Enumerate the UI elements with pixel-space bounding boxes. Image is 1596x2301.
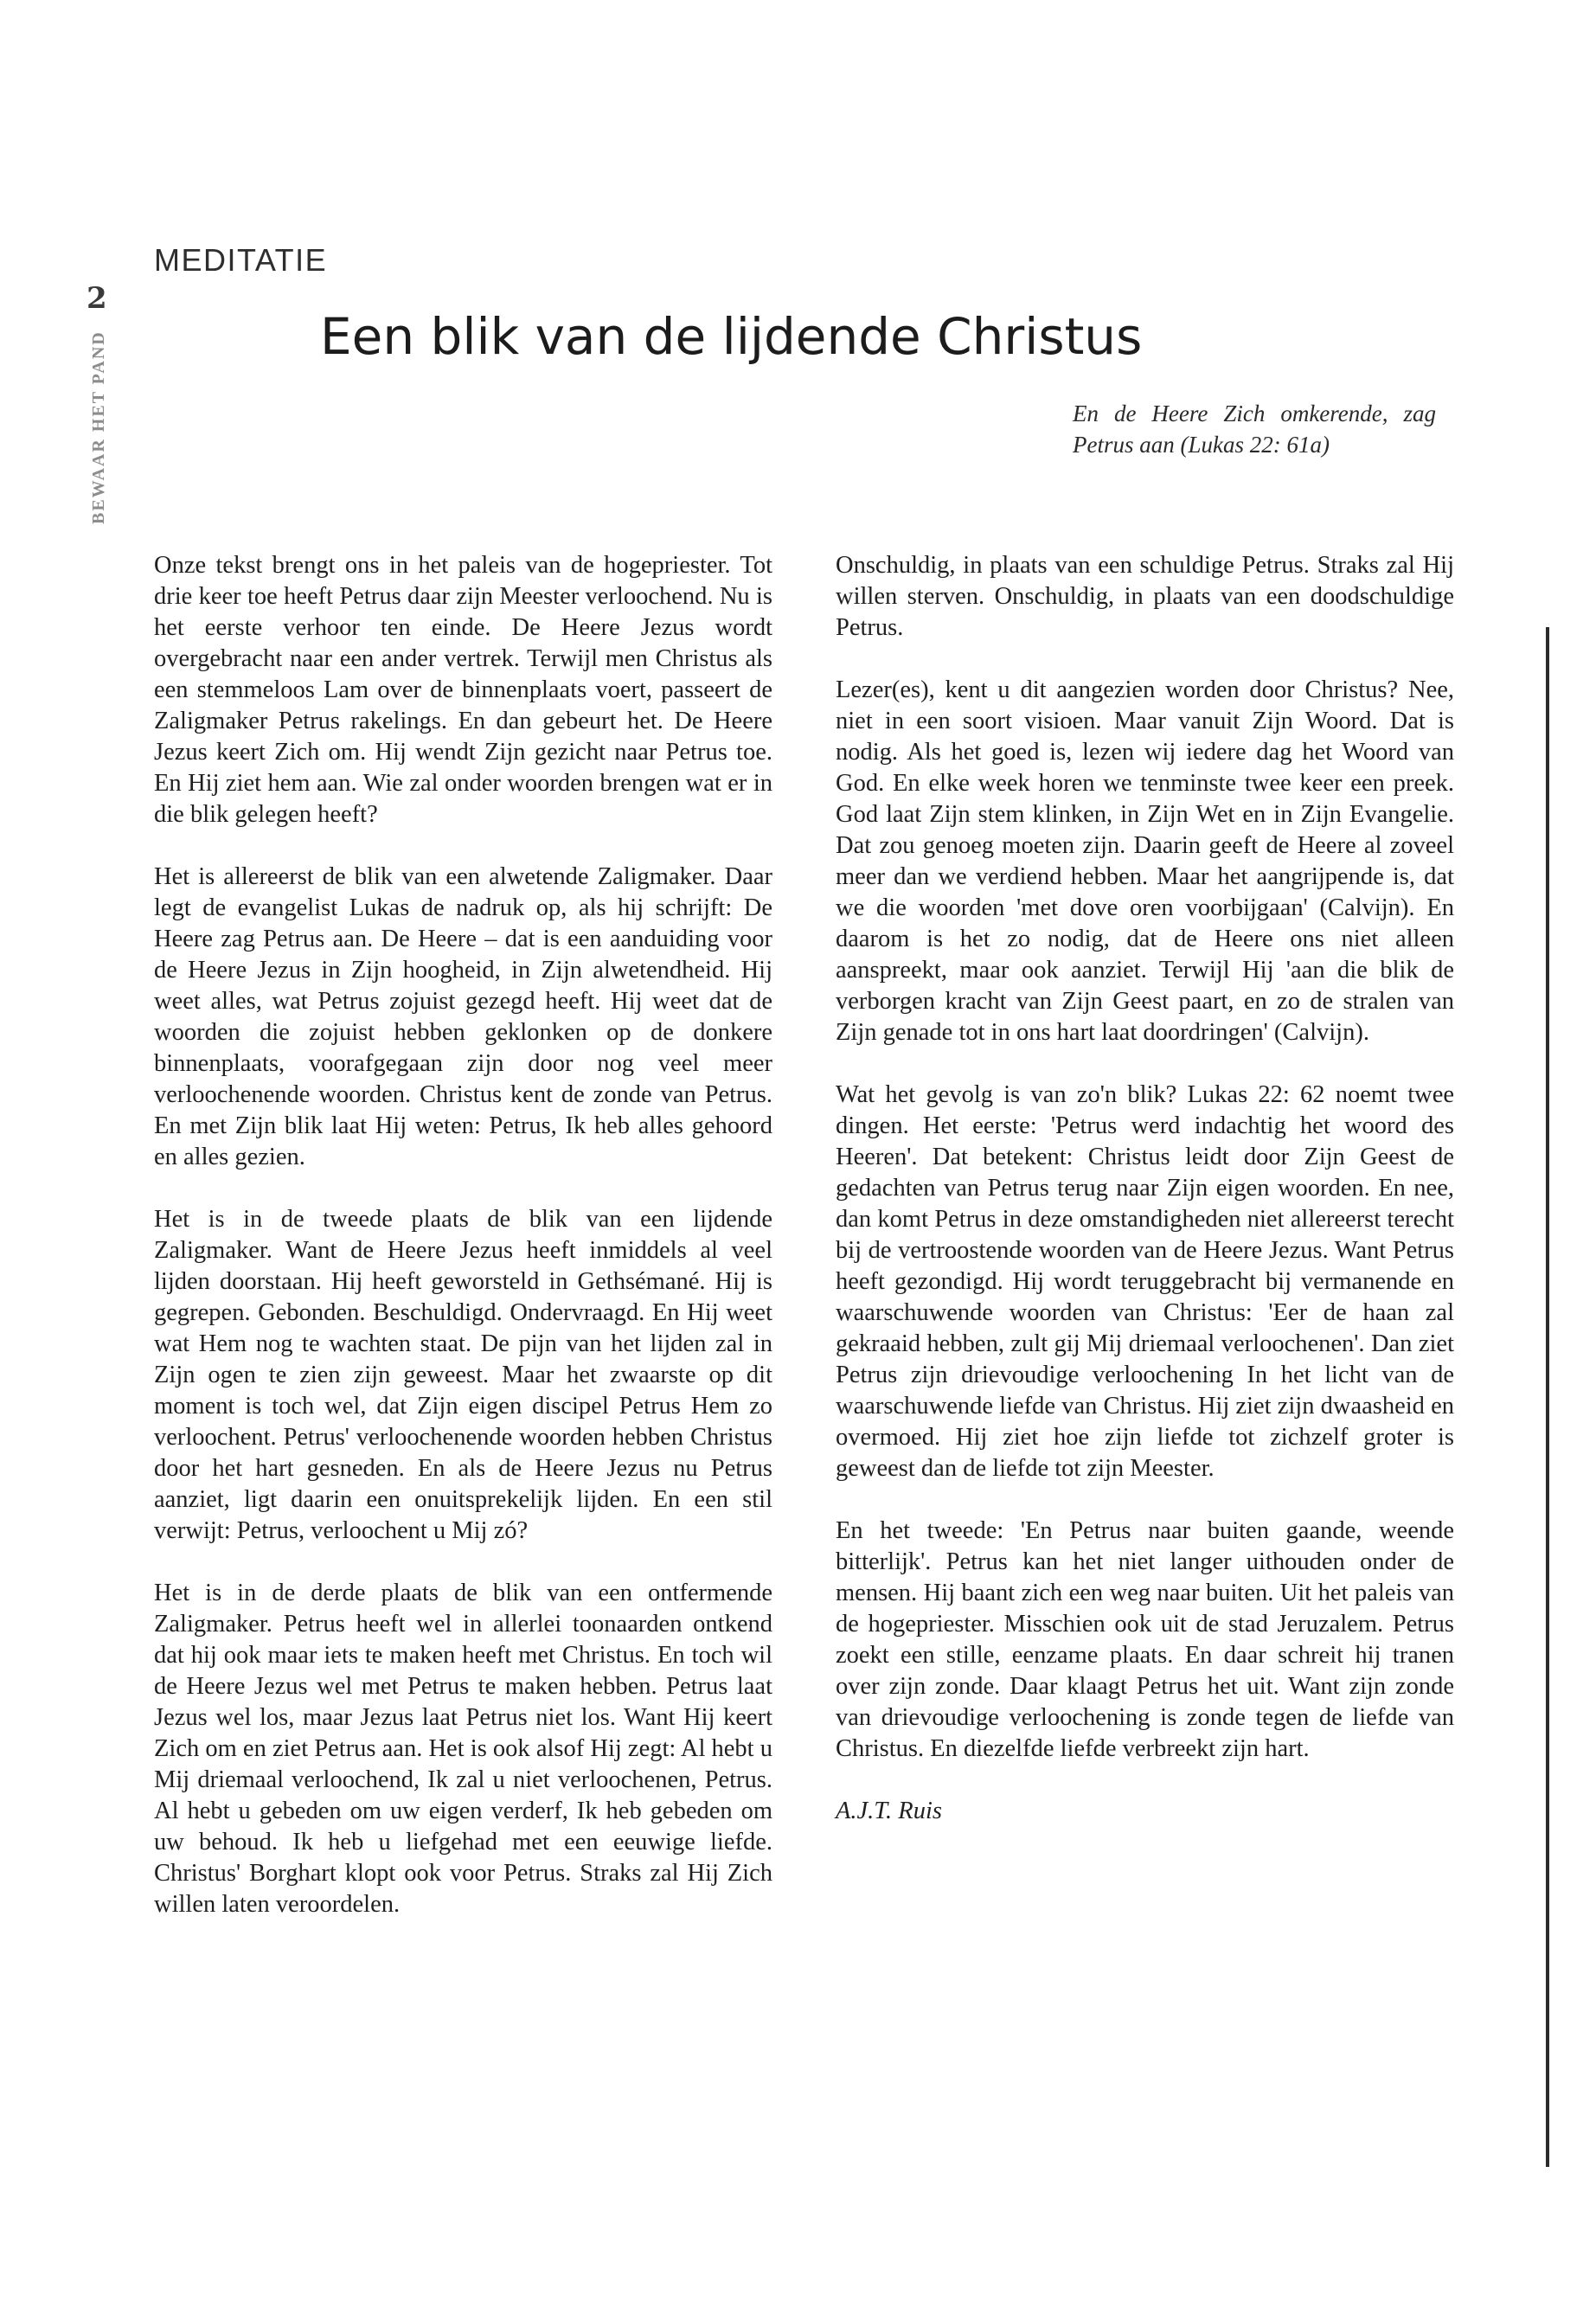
- section-label: MEDITATIE: [154, 242, 328, 278]
- paragraph: Wat het gevolg is van zo'n blik? Lukas 22: 62 noemt twee dingen. Het eerste: 'Petrus werd indachtig het woord des Heeren'. Dat betekent: Christus leidt door Zijn Geest de gedachten van Petrus terug naar Zijn eigen woorden. En nee, dan komt Petrus in deze omstandigheden niet allereerst terecht bij de vertroostende woorden van de Heere Jezus. Want Petrus heeft gezondigd. Hij wordt teruggebracht bij vermanende en waarschuwende woorden van Christus: 'Eer de haan zal gekraaid hebben, zult gij Mij driemaal verloochenen'. Dan ziet Petrus zijn drievoudige verloochening In het licht van de waarschuwende liefde van Christus. Hij ziet zijn dwaasheid en overmoed. Hij ziet hoe zijn liefde tot zichzelf groter is geweest dan de liefde tot zijn Meester.: [836, 1081, 1454, 1482]
- article-column-right: [836, 550, 1454, 1858]
- paragraph: En het tweede: 'En Petrus naar buiten gaande, weende bitterlijk'. Petrus kan het niet langer uithouden onder de mensen. Hij baant zich een weg naar buiten. Uit het paleis van de hogepriester. Misschien ook uit de stad Jeruzalem. Petrus zoekt een stille, eenzame plaats. En daar schreit hij tranen over zijn zonde. Daar klaagt Petrus het uit. Want zijn zonde van drievoudige verloochening is zonde tegen de liefde van Christus. En diezelfde liefde verbreekt zijn hart.: [836, 1517, 1454, 1762]
- paragraph: Onze tekst brengt ons in het paleis van de hogepriester. Tot drie keer toe heeft Petrus daar zijn Meester verloochend. Nu is het eerste verhoor ten einde. De Heere Jezus wordt overgebracht naar een ander vertrek. Terwijl men Christus als een stemmeloos Lam over de binnenplaats voert, passeert de Zaligmaker Petrus rakelings. En dan gebeurt het. De Heere Jezus keert Zich om. Hij wendt Zijn gezicht naar Petrus toe. En Hij ziet hem aan. Wie zal onder woorden brengen wat er in die blik gelegen heeft?: [154, 552, 772, 828]
- paragraph: Het is allereerst de blik van een alwetende Zaligmaker. Daar legt de evangelist Lukas de nadruk op, als hij schrijft: De Heere zag Petrus aan. De Heere – dat is een aanduiding voor de Heere Jezus in Zijn hoogheid, in Zijn alwetendheid. Hij weet alles, wat Petrus zojuist gezegd heeft. Hij weet dat de woorden die zojuist hebben geklonken op de donkere binnenplaats, voorafgegaan zijn door nog veel meer verloochenende woorden. Christus kent de zonde van Petrus. En met Zijn blik laat Hij weten: Petrus, Ik heb alles gehoord en alles gezien.: [154, 863, 772, 1170]
- author-signature: A.J.T. Ruis: [836, 1798, 942, 1824]
- paragraph: Onschuldig, in plaats van een schuldige Petrus. Straks zal Hij willen sterven. Onschuldig, in plaats van een doodschuldige Petrus.: [836, 552, 1454, 641]
- epigraph-quote: En de Heere Zich omkerende, zag Petrus aan (Lukas 22: 61a): [1073, 401, 1436, 458]
- paragraph: Het is in de derde plaats de blik van een ontfermende Zaligmaker. Petrus heeft wel in allerlei toonaarden ontkend dat hij ook maar iets te maken heeft met Christus. En toch wil de Heere Jezus wel met Petrus te maken hebben. Petrus laat Jezus wel los, maar Jezus laat Petrus niet los. Want Hij keert Zich om en ziet Petrus aan. Het is ook alsof Hij zegt: Al hebt u Mij driemaal verloochend, Ik zal u niet verloochenen, Petrus. Al hebt u gebeden om uw eigen verderf, Ik heb gebeden om uw behoud. Ik heb u liefgehad met een eeuwige liefde. Christus' Borghart klopt ook voor Petrus. Straks zal Hij Zich willen laten veroordelen.: [154, 1580, 772, 1918]
- scan-edge-line: [1546, 627, 1549, 2167]
- article-title: Een blik van de lijdende Christus: [320, 307, 1143, 366]
- article-column-left: [154, 550, 772, 1952]
- paragraph: Het is in de tweede plaats de blik van een lijdende Zaligmaker. Want de Heere Jezus heeft inmiddels al veel lijden doorstaan. Hij heeft geworsteld in Gethsémané. Hij is gegrepen. Gebonden. Beschuldigd. Ondervraagd. En Hij weet wat Hem nog te wachten staat. De pijn van het lijden zal in Zijn ogen te zien zijn geweest. Maar het zwaarste op dit moment is toch wel, dat Zijn eigen discipel Petrus Hem zo verloochent. Petrus' verloochenende woorden hebben Christus door het hart gesneden. En als de Heere Jezus nu Petrus aanziet, ligt daarin een onuitsprekelijk lijden. En een stil verwijt: Petrus, verloochent u Mij zó?: [154, 1206, 772, 1544]
- page-number: 2: [87, 281, 107, 316]
- paragraph: Lezer(es), kent u dit aangezien worden door Christus? Nee, niet in een soort visioen. Maar vanuit Zijn Woord. Dat is nodig. Als het goed is, lezen wij iedere dag het Woord van God. En elke week horen we tenminste twee keer een preek. God laat Zijn stem klinken, in Zijn Wet en in Zijn Evangelie. Dat zou genoeg moeten zijn. Daarin geeft de Heere al zoveel meer dan we verdiend hebben. Maar het aangrijpende is, dat we die woorden 'met dove oren voorbijgaan' (Calvijn). En daarom is het zo nodig, dat de Heere ons niet alleen aanspreekt, maar ook aanziet. Terwijl Hij 'aan die blik de verborgen kracht van Zijn Geest paart, en zo de stralen van Zijn genade tot in ons hart laat doordringen' (Calvijn).: [836, 676, 1454, 1046]
- running-header-vertical: BEWAAR HET PAND: [89, 330, 108, 524]
